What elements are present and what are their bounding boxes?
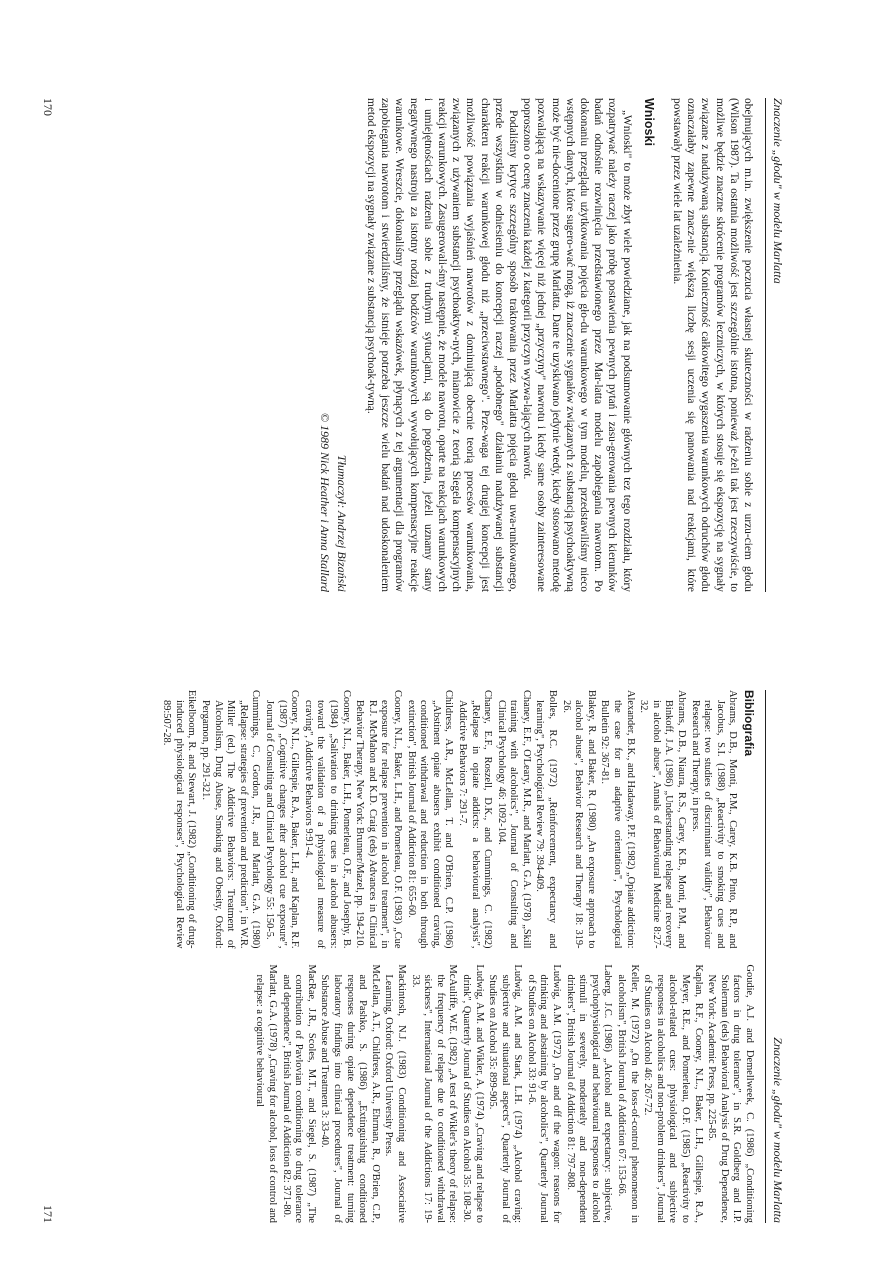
- reference-entry: Ludwig, A.M. and Stark, L.H. (1974) „Alcohol craving: subjective and situational aspects", Quarterly Journal of Studies on Alcohol 35: 899-905.: [487, 964, 524, 1223]
- reference-entry: Chaney, E.F., Roszell, D.K., and Cummings, C. (1982) „Relapse in opiate addicts: a behavioural analysis", Addictive Behaviors 7: 291-7.: [456, 690, 494, 949]
- reference-entry: Goudie, A.J. and Demellweek, C. (1986) „Conditioning factors in drug tolerance", in S.R. Goldberg and I.P. Stolerman (eds) Behavioral Analysis of Drug Dependence, New York: Academic Press, pp. 225-85.: [706, 964, 755, 1223]
- reference-entry: Mackintosh, N.J. (1983) Conditioning and Associative Learning, Oxford: Oxford University Press.: [383, 964, 407, 1223]
- right-page: [0, 632, 893, 1263]
- header-rule: [765, 98, 766, 592]
- bibliography-title: Bibliografia: [742, 690, 756, 757]
- reference-entry: Blakey, R. and Baker, R. (1980) „An exposure approach to alcohol abuse", Behavior Research and Therapy 18: 319-26.: [560, 690, 597, 949]
- conclusions-paragraph-2: Podaliśmy krytyce szczególny sposób traktowania przez Marlatta pojęcia głodu uwa-runkowanego, przede wszystkim w odniesieniu do koncepcji raczej „podobnego" działaniu nadużywanej substancji charakteru reakcji warunkowej głodu niż „przeciwstawnego". Prze-waga tej drugiej koncepcji jest możliwość powiązania wyjaśnień nawrotów z dominującą obecnie teorią procesów warunkowania, związanych z używaniem substancji psychoaktyw-nych, mianowicie z teorią Siegela kompensacyjnych reakcji warunkowych. Zasugerowali-śmy następnie, że modele nawrotu, oparte na reakcjach warunkowych i umiejętnościach radzenia sobie z trudnymi sytuacjami, są do pogodzenia, jeżeli uznamy stany negatywnego nastroju za istotny rodzaj bodźców warunkowych wywołujących kompensacyjne reakcje warunkowe. Wreszcie, dokonaliśmy przeglądu wskazówek, płynących z tej argumentacji dla programów zapobiegania nawrotom i stwierdziliśmy, że istnieje potrzeba jeszcze wielu badań nad udoskonaleniem metod ekspozycji na sygnały związane z substancją psychoak-tywną.: [364, 98, 519, 592]
- reference-entry: Ludwig, A.M. and Wikler, A. (1974) „Craving and relapse to drink", Quarterly Journal of Studies on Alcohol 35: 108-30.: [460, 964, 485, 1223]
- reference-entry: Abrams, D.B., Monti, P.M., Carey, K.B. Pinto, R.P., and Jacobus, S.I. (1988) „Reactivity to smoking cues and relapse: two studies of discriminant validity", Behaviour Research and Therapy, in press.: [689, 690, 739, 949]
- page-number: 171: [41, 1205, 55, 1223]
- bibliography: [135, 690, 755, 1223]
- running-header: Znaczenie „głodu" w modelu Marlatta: [771, 1037, 785, 1223]
- reference-entry: Keller, M. (1972) „On the loss-of-control phenomenon in alcoholism", British Journal of Addiction 67: 153-66.: [616, 964, 640, 1223]
- reference-entry: Cooney, N.L., Baker, L.H., Pomerleau, O.F., and Josephy, B. (1984) „Salivation to drinking cues in alcohol abusers: toward the validation of a physiological measure of craving", Addictive Behaviors 9:91-4.: [302, 690, 352, 949]
- reference-entry: Abrams, D.B., Niaura, R.S., Carey, K.B., Monti, P.M., and Binkoff, J.A. (1986) „Understanding relapse and recovery in alcohol abuse", Annals of Behavioural Medicine 8:27-32.: [638, 690, 688, 949]
- page-number: 170: [41, 98, 55, 116]
- reference-entry: McLellan, A.T., Childress, A.R., Ehrman, R., O'Brien, C.P., and Pashko, S. (1986) „Extinguishing conditioned responses during opiate dependence treatment: turning laboratory findings into clinical procedures", Journal of Substance Abuse and Treatment 3: 33-40.: [319, 964, 381, 1223]
- reference-entry: MacRae, J.R., Scoles, M.T., and Siegel, S. (1987) „The contribution of Pavlovian conditioning to drug tolerance and dependence", British Journal of Addiction 82: 371-80.: [280, 964, 317, 1223]
- reference-entry: Laberg, J.C. (1986) „Alcohol and expectancy: subjective, psychophysiological and behavioural responses to alcohol stimuli in severely, moderately and non-dependent drinkers", British Journal of Addiction 81: 797-808.: [564, 964, 614, 1223]
- reference-entry: Chaney, E.F., O'Leary, M.R., and Marlatt, G.A. (1978) „Skill training with alcoholics", Journal of Consulting and Clinical Psychology 46: 1092-104.: [495, 690, 532, 949]
- copyright-notice: © 1989 Nick Heather i Anna Stallard: [317, 412, 332, 592]
- reference-entry: McAuliffe, W.E. (1982) „A test of Wikler's theory of relapse: the frequency of relapse due to conditioned withdrawal sickness", International Journal of the Addictions 17: 19-33.: [409, 964, 459, 1223]
- reference-entry: Marlatt, G.A. (1978) „Craving for alcohol, loss of control and relapse: a cognitive behavioural: [254, 964, 279, 1223]
- intro-paragraph: obejmujących m.in. zwiększenie poczucia własnej skuteczności w radzeniu sobie z urzu-ciem głodu (Wilson 1987). Ta ostatnia możliwość jest szczególnie istotna, ponieważ je-żeli tak jest rzeczywiście, to możliwe będzie znaczne skrócenie programów leczniczych, w których stosuje się ekspozycję na sygnały związane z nadużywaną substancją. Konieczność całkowitego wygaszenia warunkowych odruchów głodu oznaczałaby zapewne znacz-nie większą liczbę sesji uczenia się panowania nad reakcjami, które powstawały przez wiele lat uzależnienia.: [670, 98, 754, 592]
- reference-entry: Cooney, N.L., Baker, L.H., and Pomerleau, O.F. (1983) „Cue exposure for relapse prevention in alcohol treatment", in R.J. McMahon and K.D. Craig (eds) Advances in Clinical Behavior Therapy, New York: Brunner/Mazel, pp. 194-210.: [354, 690, 403, 949]
- reference-entry: Cummings, C., Gordon, J.R., and Marlatt, G.A. (1980) „Relapse: strategies of prevention and prediction", in W.R. Miller (ed.) The Addictive Behaviors: Treatment of Alcoholism, Drug Abuse, Smoking and Obesity, Oxford: Pergamon, pp. 291-321.: [200, 690, 262, 949]
- reference-entry: Bolles, R.C. (1972) „Reinforcement, expectancy and learning", Psychological Review 79: 394-409.: [534, 690, 559, 949]
- translator-credit: Tłumaczył: Andrzej Bizański: [334, 454, 349, 592]
- reference-entry: Cooney, N.L., Gillespie, R.A., Baker, L.H., and Kaplan, R.F. (1987) „Cognitive changes after alcohol cue exposure", Journal of Consulting and Clinical Psychology 55: 150-5.: [264, 690, 301, 949]
- running-header: Znaczenie „głodu" w modelu Marlatta: [771, 98, 785, 284]
- reference-entry: Eikelboom, R. and Stewart, J. (1982) „Conditioning of drug-induced physiological responses", Psychological Review 89:507-28.: [161, 690, 198, 949]
- section-heading: Wnioski: [641, 98, 656, 146]
- credits: [316, 98, 350, 592]
- reference-entry: Childress, A.R., McLellan, T. and O'Brien, C.P. (1986) „Abstinent opiate abusers exhibit conditioned craving, conditioned withdrawal and reduction in both through extinction", British Journal of Addiction 81: 655-60.: [405, 690, 455, 949]
- reference-entry: Ludwig, A.M. (1972) „On and off the wagon: reasons for drinking and abstaining by alcoholics", Quarterly Journal of Studies on Alcohol 33: 91-6.: [525, 964, 563, 1223]
- body-text: [364, 98, 755, 592]
- conclusions-paragraph-1: „Wnioski" to może zbyt wiele powiedziane, jak na podsumowanie głównych tez tego rozdziału, który rozpatrywać należy raczej jako próbę postawienia pewnych pytań i zasu-gerowania pewnych kierunków badań odnośnie rozwinięcia przedstawionego przez Mar-latta modelu zapobiegania nawrotom. Po dokonaniu przeglądu użytkowania pojęcia gło-du warunkowego w tym modelu, przedstawiliśmy nieco wstępnych danych, które sugero-wać mogą, iż znaczenie sygnałów związanych z substancją psychoaktywną może być nie-docenione przez grupę Marlatta. Dane te uzyskiwano jedynie wtedy, kiedy stosowano metodę pozwalającą na wskazywanie więcej niż jednej „przyczyny" nawrotu i kiedy same osoby zainteresowane poproszono o ocenę znaczenia każdej z kategorii przyczyn wyzwa-lających nawrót.: [521, 98, 633, 592]
- reference-entry: Alexander, B.K., and Hadaway, P.F. (1982) „Opiate addiction: the case for an adaptive orientation", Psychological Bulletin 92: 367-81.: [599, 690, 636, 949]
- header-rule: [765, 690, 766, 1223]
- reference-entry: Kaplan, R.F., Cooney, N.L., Baker, L.H., Gillespie, R.A., Meyer, R.E., and Pomerleau, O.F. (1985) „Reactivity to alcohol-related cues: physiological and subjective responses in alcoholics and non-problem drinkers", Journal of Studies on Alcohol 46: 267-72.: [642, 964, 704, 1223]
